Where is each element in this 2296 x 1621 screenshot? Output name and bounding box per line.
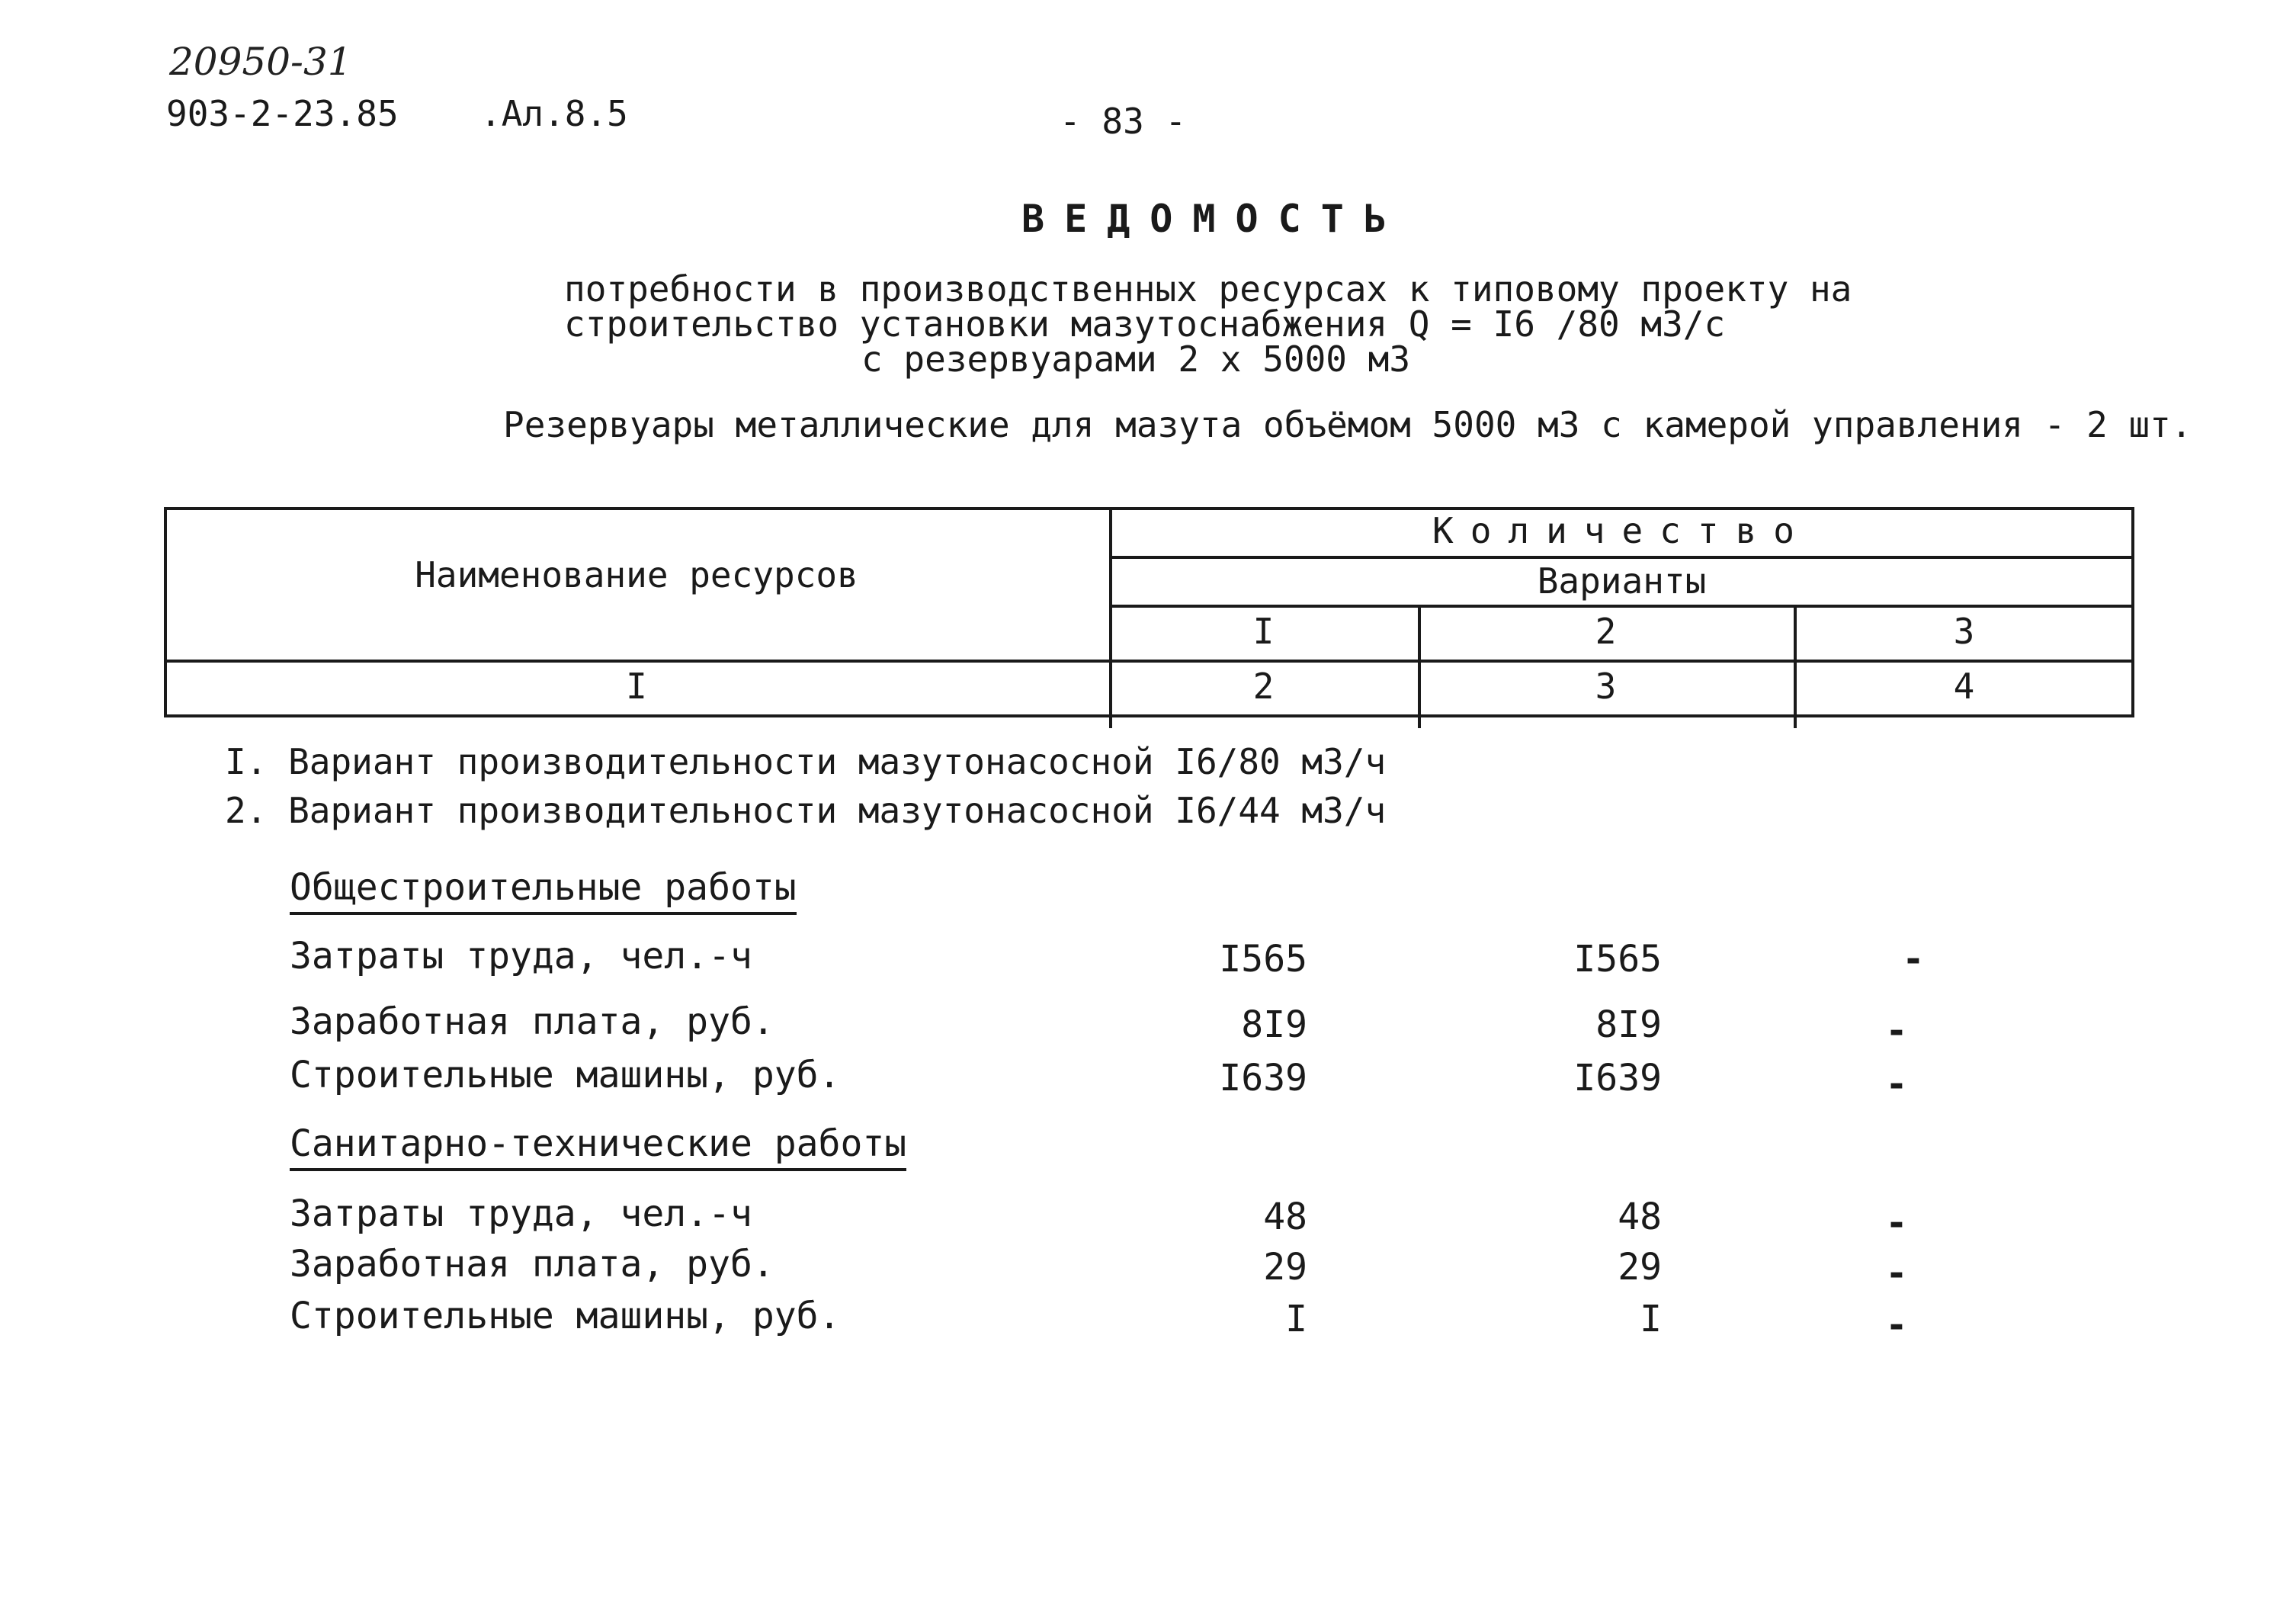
document-title: ВЕДОМОСТЬ xyxy=(1021,197,1406,241)
row-value-variant-3: - xyxy=(1902,938,1925,981)
column-header-resource-name: Наименование ресурсов xyxy=(415,554,858,595)
variant-note-1: I. Вариант производительности мазутонасосной I6/80 м3/ч xyxy=(225,741,1387,782)
row-value-variant-3: - xyxy=(1885,1202,1908,1244)
section-title-sanitary-technical: Санитарно-технические работы xyxy=(290,1122,906,1171)
row-value-variant-3: - xyxy=(1885,1063,1908,1106)
row-value-variant-2: I639 xyxy=(1573,1057,1662,1099)
row-value-variant-1: 48 xyxy=(1263,1196,1307,1238)
row-label: Затраты труда, чел.-ч xyxy=(290,935,752,977)
row-value-variant-1: I639 xyxy=(1219,1057,1307,1099)
column-number-2: 2 xyxy=(1252,666,1275,707)
row-value-variant-2: 48 xyxy=(1618,1196,1662,1238)
row-value-variant-3: - xyxy=(1885,1252,1908,1295)
row-label: Заработная плата, руб. xyxy=(290,1000,774,1043)
column-number-1: I xyxy=(626,666,647,707)
row-value-variant-2: 8I9 xyxy=(1595,1003,1662,1046)
row-value-variant-1: 29 xyxy=(1263,1246,1307,1289)
column-header-variants: Варианты xyxy=(1537,560,1707,602)
handwritten-code: 20950-31 xyxy=(169,40,352,84)
row-label: Заработная плата, руб. xyxy=(290,1243,774,1286)
row-label: Затраты труда, чел.-ч xyxy=(290,1192,752,1235)
variant-note-2: 2. Вариант производительности мазутонасосной I6/44 м3/ч xyxy=(225,790,1387,831)
column-number-3: 3 xyxy=(1595,666,1617,707)
row-value-variant-1: 8I9 xyxy=(1241,1003,1307,1046)
variant-number-3: 3 xyxy=(1953,611,1975,652)
album-number: .Ал.8.5 xyxy=(480,93,628,134)
resource-table-header xyxy=(164,507,2134,721)
page-number: - 83 - xyxy=(1060,101,1187,142)
variant-number-2: 2 xyxy=(1595,611,1617,652)
column-header-quantity: Количество xyxy=(1432,510,1811,551)
variant-number-1: I xyxy=(1252,611,1275,652)
row-value-variant-1: I565 xyxy=(1219,938,1307,981)
section-title-general-construction: Общестроительные работы xyxy=(290,866,797,915)
row-label: Строительные машины, руб. xyxy=(290,1295,841,1337)
row-label: Строительные машины, руб. xyxy=(290,1054,841,1096)
title-line-2: строительство установки мазутоснабжения Q = I6 /80 м3/с xyxy=(564,303,1726,345)
row-value-variant-2: I565 xyxy=(1573,938,1662,981)
column-number-4: 4 xyxy=(1953,666,1975,707)
subtitle: Резервуары металлические для мазута объёмом 5000 м3 с камерой управления - 2 шт. xyxy=(503,404,2192,445)
row-value-variant-3: - xyxy=(1885,1010,1908,1052)
document-number: 903-2-23.85 xyxy=(166,93,399,134)
row-value-variant-3: - xyxy=(1885,1304,1908,1347)
title-line-1: потребности в производственных ресурсах к типовому проекту на xyxy=(564,268,1852,310)
row-value-variant-2: I xyxy=(1640,1298,1662,1340)
title-line-3: с резервуарами 2 х 5000 м3 xyxy=(861,339,1411,380)
row-value-variant-1: I xyxy=(1285,1298,1307,1340)
row-value-variant-2: 29 xyxy=(1618,1246,1662,1289)
